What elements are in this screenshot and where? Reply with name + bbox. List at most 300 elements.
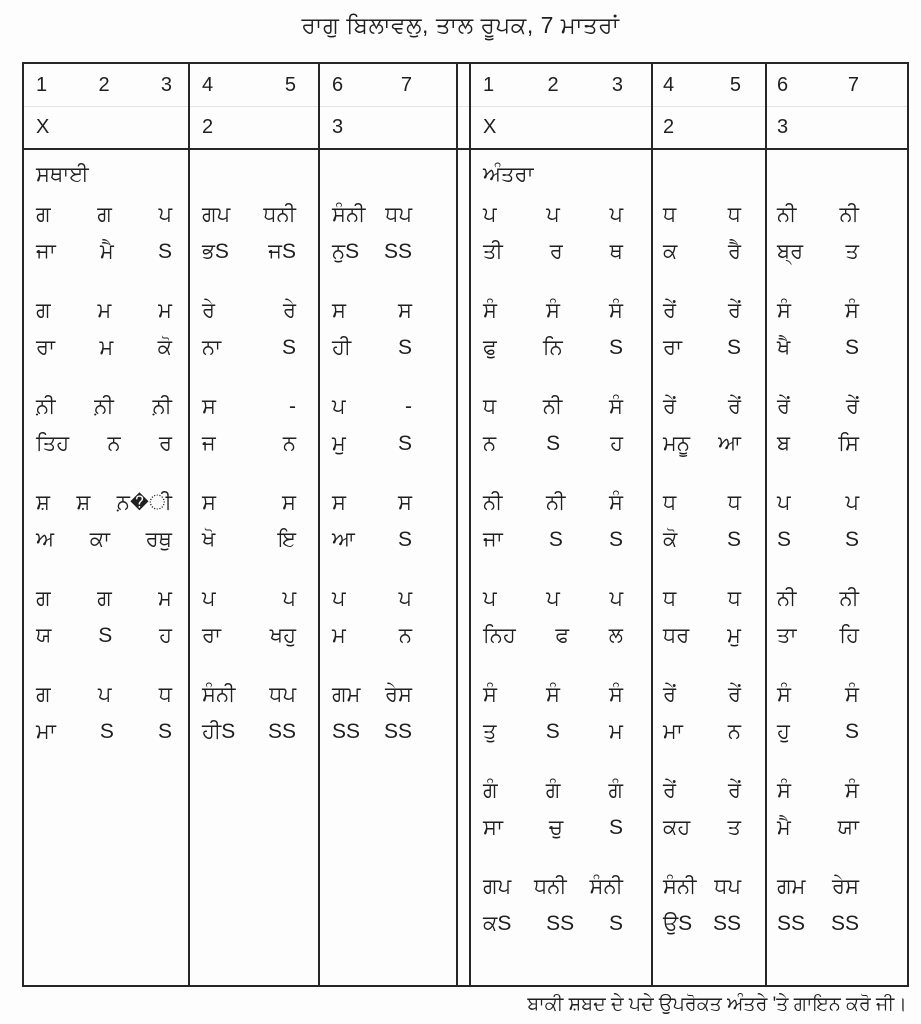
lyric-line <box>767 336 907 373</box>
swar-line <box>471 203 651 240</box>
swar-line <box>653 779 765 816</box>
swar-note: ਮ <box>158 587 172 610</box>
notation-row-cell <box>767 392 907 488</box>
lyric-syllable: S <box>545 720 560 743</box>
swar-note: ਧ <box>663 587 677 610</box>
beat-number: 4 <box>202 73 214 96</box>
swar-line <box>653 491 765 528</box>
swar-line <box>471 395 651 432</box>
swar-line <box>320 491 456 528</box>
swar-line <box>767 203 907 240</box>
swar-note: ਧਨੀ <box>263 203 296 226</box>
notation-row-cell <box>24 584 188 680</box>
notation-row-cell <box>24 296 188 392</box>
lyric-syllable: S <box>608 528 623 551</box>
lyric-line <box>24 624 188 661</box>
swar-note: ਧ <box>483 395 497 418</box>
lyric-syllable: S <box>281 336 296 359</box>
swar-note: ਧਪ <box>714 875 741 898</box>
lyric-syllable: ਭS <box>202 240 229 263</box>
swar-line <box>471 875 651 912</box>
swar-line <box>767 683 907 720</box>
lyric-line <box>24 432 188 469</box>
lyric-line <box>24 240 188 277</box>
swar-note: ਸੰ <box>777 299 791 322</box>
lyric-syllable: S <box>548 528 563 551</box>
lyric-syllable: ਚੁ <box>548 816 564 839</box>
swar-note: ਪ <box>202 587 216 610</box>
notation-row-cell <box>320 392 456 488</box>
swar-note: ਪ <box>777 491 791 514</box>
lyric-syllable: ਨੁS <box>332 240 360 263</box>
swar-note: ਗਪ <box>202 203 231 226</box>
swar-note: ਰੇ <box>282 299 296 322</box>
swar-note: ਧ <box>727 203 741 226</box>
section-label <box>653 150 765 200</box>
swar-note: ਸੰ <box>609 395 623 418</box>
swar-note: ਨ਼ੀ <box>152 395 172 418</box>
taal-mark-row <box>458 107 469 150</box>
swar-note: ਰੇਂ <box>663 395 677 418</box>
beat-number: 1 <box>36 73 48 96</box>
notation-row-cell <box>24 680 188 776</box>
taal-mark: 2 <box>663 116 675 138</box>
swar-note: ਧਪ <box>269 683 296 706</box>
column-group <box>320 64 458 985</box>
lyric-syllable: ਸਾ <box>483 816 503 839</box>
swar-note: ਪ <box>398 587 412 610</box>
swar-note: ਸ <box>202 491 216 514</box>
swar-note: ਨੀ <box>777 203 797 226</box>
swar-note: ਧ <box>663 203 677 226</box>
swar-note: ਧਪ <box>385 203 412 226</box>
lyric-line <box>190 240 318 277</box>
lyric-syllable: S <box>157 720 172 743</box>
lyric-syllable: ਨ <box>398 624 412 647</box>
lyric-syllable: ਮੁ <box>727 624 741 647</box>
lyric-syllable: ਕ <box>663 240 678 263</box>
swar-note: ਨ਼ੀ <box>36 395 56 418</box>
swar-note: ਸ <box>398 299 412 322</box>
lyric-syllable: ਫੁ <box>483 336 497 359</box>
notation-row-cell <box>24 392 188 488</box>
lyric-syllable: ਕੋ <box>157 336 172 359</box>
lyric-syllable: ਯਾ <box>837 816 859 839</box>
swar-line <box>471 779 651 816</box>
swar-note: ਰੇਂ <box>727 779 741 802</box>
swar-note: ਨੀ <box>777 587 797 610</box>
lyric-syllable: S <box>844 720 859 743</box>
lyric-syllable: ਮਨੂ <box>663 432 690 455</box>
swar-note: ਨੀ <box>546 491 566 514</box>
column-group <box>24 64 190 985</box>
swar-note: ਰੇਂ <box>727 395 741 418</box>
lyric-line <box>320 720 456 757</box>
swar-note: ਗ <box>97 203 112 226</box>
swar-note: ਮ <box>97 299 112 322</box>
lyric-syllable: ਤਿਹ <box>36 432 70 455</box>
beat-number-row <box>458 64 469 107</box>
swar-line <box>190 491 318 528</box>
lyric-syllable: ਅ <box>36 528 55 551</box>
beat-number: 3 <box>160 73 172 96</box>
notation-row-cell <box>653 776 765 872</box>
notation-row-cell <box>653 296 765 392</box>
swar-line <box>190 587 318 624</box>
section-label <box>767 150 907 200</box>
lyric-syllable: ਹੀS <box>202 720 236 743</box>
lyric-line <box>320 624 456 661</box>
lyric-syllable: ਤ <box>845 240 859 263</box>
swar-line <box>24 395 188 432</box>
swar-line <box>767 395 907 432</box>
lyric-line <box>320 432 456 469</box>
lyric-syllable: ਮਾ <box>663 720 683 743</box>
swar-line <box>190 683 318 720</box>
lyric-syllable: S <box>608 816 623 839</box>
swar-note: ਸ <box>282 491 296 514</box>
lyric-syllable: ਨਾ <box>202 336 222 359</box>
section-label: ਸਥਾਈ <box>36 163 89 186</box>
lyric-line <box>24 336 188 373</box>
swar-note: ਸ <box>202 395 216 418</box>
notation-row-cell <box>24 488 188 584</box>
swar-note: ਪ <box>483 203 497 226</box>
swar-line <box>471 587 651 624</box>
swar-note: ਧ <box>663 491 677 514</box>
swar-line <box>767 779 907 816</box>
notation-row-cell <box>767 872 907 968</box>
lyric-syllable: ਲ <box>608 624 623 647</box>
lyric-syllable: ਹ <box>159 624 172 647</box>
swar-line <box>653 683 765 720</box>
swar-note: ਸੰ <box>483 683 497 706</box>
lyric-syllable: S <box>844 336 859 359</box>
swar-note: ਸੰ <box>777 779 791 802</box>
notation-row-cell <box>471 296 651 392</box>
swar-note: ਸੰਨੀ <box>332 203 366 226</box>
lyric-syllable: ਨਿ <box>542 336 563 359</box>
taal-mark-row <box>471 107 651 150</box>
page-title: ਰਾਗੁ ਬਿਲਾਵਲੁ, ਤਾਲ ਰੂਪਕ, 7 ਮਾਤਰਾਂ <box>301 12 620 38</box>
beat-number: 1 <box>483 73 495 96</box>
notation-row-cell <box>24 200 188 296</box>
lyric-syllable: ਤੀ <box>483 240 503 263</box>
lyric-line <box>653 432 765 469</box>
lyric-syllable: ਨਿਹ <box>483 624 516 647</box>
swar-note: ਪ <box>546 587 560 610</box>
swar-note: ਨ਼ੀ <box>94 395 114 418</box>
notation-row-cell <box>190 488 318 584</box>
notation-row-cell <box>767 584 907 680</box>
taal-mark: X <box>36 116 50 138</box>
lyric-syllable: ਮਾ <box>36 720 56 743</box>
lyric-syllable: ਮੁ <box>332 432 346 455</box>
notation-row-cell <box>653 392 765 488</box>
column-group <box>767 64 907 985</box>
swar-line <box>471 491 651 528</box>
lyric-syllable: ਕਹ <box>663 816 691 839</box>
beat-number-row <box>24 64 188 107</box>
lyric-syllable: ਇ <box>277 528 296 551</box>
lyric-syllable: ਖਹੁ <box>269 624 296 647</box>
lyric-syllable: ਬ <box>777 432 791 455</box>
swar-note: ਪ <box>332 587 346 610</box>
swar-note: ਗਮ <box>332 683 361 706</box>
swar-note: ਸੰ <box>845 779 859 802</box>
beat-number: 3 <box>611 73 623 96</box>
notation-row-cell <box>653 200 765 296</box>
lyric-syllable: S <box>608 912 623 935</box>
notation-row-cell <box>767 680 907 776</box>
lyric-syllable: S <box>844 528 859 551</box>
swar-note: ਸੰਨੀ <box>663 875 697 898</box>
swar-line <box>653 875 765 912</box>
swar-line <box>320 299 456 336</box>
lyric-line <box>767 432 907 469</box>
lyric-syllable: ਮ <box>99 336 114 359</box>
swar-line <box>653 203 765 240</box>
lyric-line <box>471 336 651 373</box>
notation-row-cell <box>320 680 456 776</box>
lyric-line <box>24 528 188 565</box>
lyric-syllable: ਸਿ <box>838 432 859 455</box>
notation-row-cell <box>320 296 456 392</box>
notation-row-cell <box>767 776 907 872</box>
swar-note: ਮ <box>158 299 172 322</box>
swar-note: ਗ <box>36 683 51 706</box>
lyric-syllable: ਬ੍ਰ <box>777 240 804 263</box>
taal-mark: 2 <box>202 116 214 138</box>
lyric-line <box>653 240 765 277</box>
lyric-syllable: S <box>726 336 741 359</box>
swar-note: ਸ਼ <box>36 491 50 514</box>
swar-line <box>767 299 907 336</box>
swar-note: ਰੇਸ <box>384 683 412 706</box>
swar-note: ਪ <box>332 395 346 418</box>
column-content <box>458 150 469 985</box>
swar-note: ਸੰ <box>609 683 623 706</box>
lyric-line <box>653 912 765 949</box>
lyric-syllable: ਕਾ <box>89 528 111 551</box>
lyric-syllable: S <box>397 432 412 455</box>
swar-note: ਪ <box>845 491 859 514</box>
swar-note: ਸੰ <box>845 299 859 322</box>
notation-row-cell <box>653 584 765 680</box>
lyric-line <box>653 528 765 565</box>
lyric-syllable: S <box>99 720 114 743</box>
swar-note: ਨੀ <box>839 587 859 610</box>
taal-mark-row <box>320 107 456 150</box>
taal-mark-row <box>653 107 765 150</box>
lyric-syllable: ਨ <box>483 432 497 455</box>
lyric-line <box>320 528 456 565</box>
notation-row-cell <box>190 200 318 296</box>
lyric-syllable: ਰਥੁ <box>145 528 172 551</box>
taal-mark-row <box>767 107 907 150</box>
lyric-syllable: ਰੈ <box>727 240 741 263</box>
notation-row-cell <box>471 584 651 680</box>
taal-mark-row <box>24 107 188 150</box>
lyric-syllable: S <box>726 528 741 551</box>
swar-note: ਸੰ <box>609 299 623 322</box>
lyric-syllable: ਆ <box>332 528 355 551</box>
swar-note: ਗ <box>36 299 51 322</box>
column-content <box>653 150 765 985</box>
swar-note: ਰੇਂ <box>663 779 677 802</box>
lyric-syllable: ਮ <box>609 720 623 743</box>
swar-line <box>24 491 188 528</box>
lyric-syllable: SS <box>830 912 859 935</box>
taal-mark-row <box>190 107 318 150</box>
lyric-syllable: S <box>157 240 172 263</box>
lyric-syllable: S <box>608 336 623 359</box>
swar-line <box>190 299 318 336</box>
notation-row-cell <box>471 680 651 776</box>
swar-line <box>653 395 765 432</box>
lyric-syllable: ਉS <box>663 912 693 935</box>
lyric-syllable: SS <box>712 912 741 935</box>
swar-note: ਪ <box>483 587 497 610</box>
lyric-syllable: ਨ <box>727 720 741 743</box>
notation-row-cell <box>653 872 765 968</box>
swar-line <box>190 395 318 432</box>
swar-note: ਧ <box>158 683 172 706</box>
notation-row-cell <box>190 680 318 776</box>
lyric-line <box>767 624 907 661</box>
lyric-syllable: ਖੈ <box>777 336 791 359</box>
lyric-syllable: ਹੀ <box>332 336 352 359</box>
lyric-syllable: ਕੋ <box>663 528 678 551</box>
swar-note: ਗ <box>36 587 51 610</box>
swar-line <box>24 587 188 624</box>
lyric-syllable: S <box>397 336 412 359</box>
swar-note: ਨ਼�ੀ <box>116 491 172 514</box>
notation-row-cell <box>320 200 456 296</box>
swar-note: ਸੰ <box>845 683 859 706</box>
swar-note: ਗੰ <box>545 779 561 802</box>
lyric-syllable: ਮੈ <box>777 816 791 839</box>
column-group <box>190 64 320 985</box>
lyric-syllable: ਥ <box>609 240 623 263</box>
swar-note: ਸੰ <box>483 299 497 322</box>
column-content <box>190 150 318 985</box>
lyric-syllable: S <box>546 432 561 455</box>
notation-row-cell <box>320 584 456 680</box>
swar-note: ਰੇਂ <box>663 683 677 706</box>
swar-note: ਗ <box>97 587 112 610</box>
lyric-syllable: ਹ <box>610 432 623 455</box>
lyric-syllable: ਜ <box>202 432 216 455</box>
swar-note: ਪ <box>158 203 172 226</box>
lyric-syllable: S <box>397 528 412 551</box>
lyric-line <box>653 720 765 757</box>
swar-note: ਰੇਂ <box>845 395 859 418</box>
notation-row-cell <box>190 584 318 680</box>
lyric-line <box>471 528 651 565</box>
lyric-syllable: SS <box>383 720 412 743</box>
lyric-syllable: ਜਾ <box>36 240 56 263</box>
beat-number-row <box>767 64 907 107</box>
swar-note: ਗੰ <box>608 779 623 802</box>
lyric-syllable: S <box>98 624 113 647</box>
swar-line <box>767 491 907 528</box>
swar-note: ਨੀ <box>483 491 503 514</box>
swar-note: ਸੰਨੀ <box>589 875 623 898</box>
lyric-syllable: ਖੋ <box>202 528 216 551</box>
double-barline <box>458 64 471 985</box>
swar-line <box>24 299 188 336</box>
lyric-syllable: ਫ <box>555 624 570 647</box>
notation-row-cell <box>653 488 765 584</box>
lyric-syllable: ਰ <box>158 432 172 455</box>
footer-note: ਬਾਕੀ ਸ਼ਬਦ ਦੇ ਪਦੇ ਉਪਰੋਕਤ ਅੰਤਰੇ 'ਤੇ ਗਾਇਨ ਕਰੋ ਜੀ। <box>527 994 907 1015</box>
swar-note: ਸ਼ <box>76 491 91 514</box>
lyric-syllable: ਰ <box>549 240 563 263</box>
lyric-syllable: ਨ <box>282 432 296 455</box>
notation-table <box>22 62 909 987</box>
swar-note: ਰੇ <box>202 299 216 322</box>
lyric-syllable: ਧਰ <box>663 624 690 647</box>
lyric-syllable: S <box>777 528 792 551</box>
lyric-syllable: SS <box>332 720 361 743</box>
swar-line <box>320 203 456 240</box>
lyric-line <box>320 336 456 373</box>
swar-line <box>320 683 456 720</box>
beat-number: 7 <box>847 73 859 96</box>
swar-note: ਰੇਂ <box>727 683 741 706</box>
swar-line <box>190 203 318 240</box>
lyric-line <box>653 336 765 373</box>
swar-note: ਸੰ <box>777 683 791 706</box>
swar-line <box>653 587 765 624</box>
notation-row-cell <box>190 392 318 488</box>
swar-note: - <box>289 395 296 418</box>
swar-note: ਪ <box>97 683 112 706</box>
column-group <box>471 64 653 985</box>
swar-line <box>471 683 651 720</box>
swar-line <box>471 299 651 336</box>
notation-row-cell <box>767 200 907 296</box>
notation-row-cell <box>653 680 765 776</box>
swar-note: ਸੰ <box>609 491 623 514</box>
column-group <box>653 64 767 985</box>
lyric-line <box>471 240 651 277</box>
lyric-syllable: SS <box>267 720 296 743</box>
lyric-syllable: ਮ <box>332 624 346 647</box>
beat-number: 2 <box>547 73 559 96</box>
lyric-line <box>471 432 651 469</box>
swar-line <box>767 875 907 912</box>
lyric-line <box>190 336 318 373</box>
swar-note: ਧ <box>727 587 741 610</box>
taal-mark: 3 <box>332 116 344 138</box>
notation-row-cell <box>190 296 318 392</box>
lyric-syllable: ਤੁ <box>483 720 497 743</box>
lyric-line <box>471 624 651 661</box>
swar-note: ਗੰ <box>483 779 498 802</box>
column-content <box>320 150 456 985</box>
lyric-line <box>471 720 651 757</box>
lyric-line <box>653 624 765 661</box>
notation-row-cell <box>471 776 651 872</box>
lyric-syllable: ਕS <box>483 912 512 935</box>
taal-mark: 3 <box>777 116 789 138</box>
lyric-line <box>767 816 907 853</box>
notation-row-cell <box>767 296 907 392</box>
beat-number: 7 <box>400 73 412 96</box>
beat-number-row <box>471 64 651 107</box>
